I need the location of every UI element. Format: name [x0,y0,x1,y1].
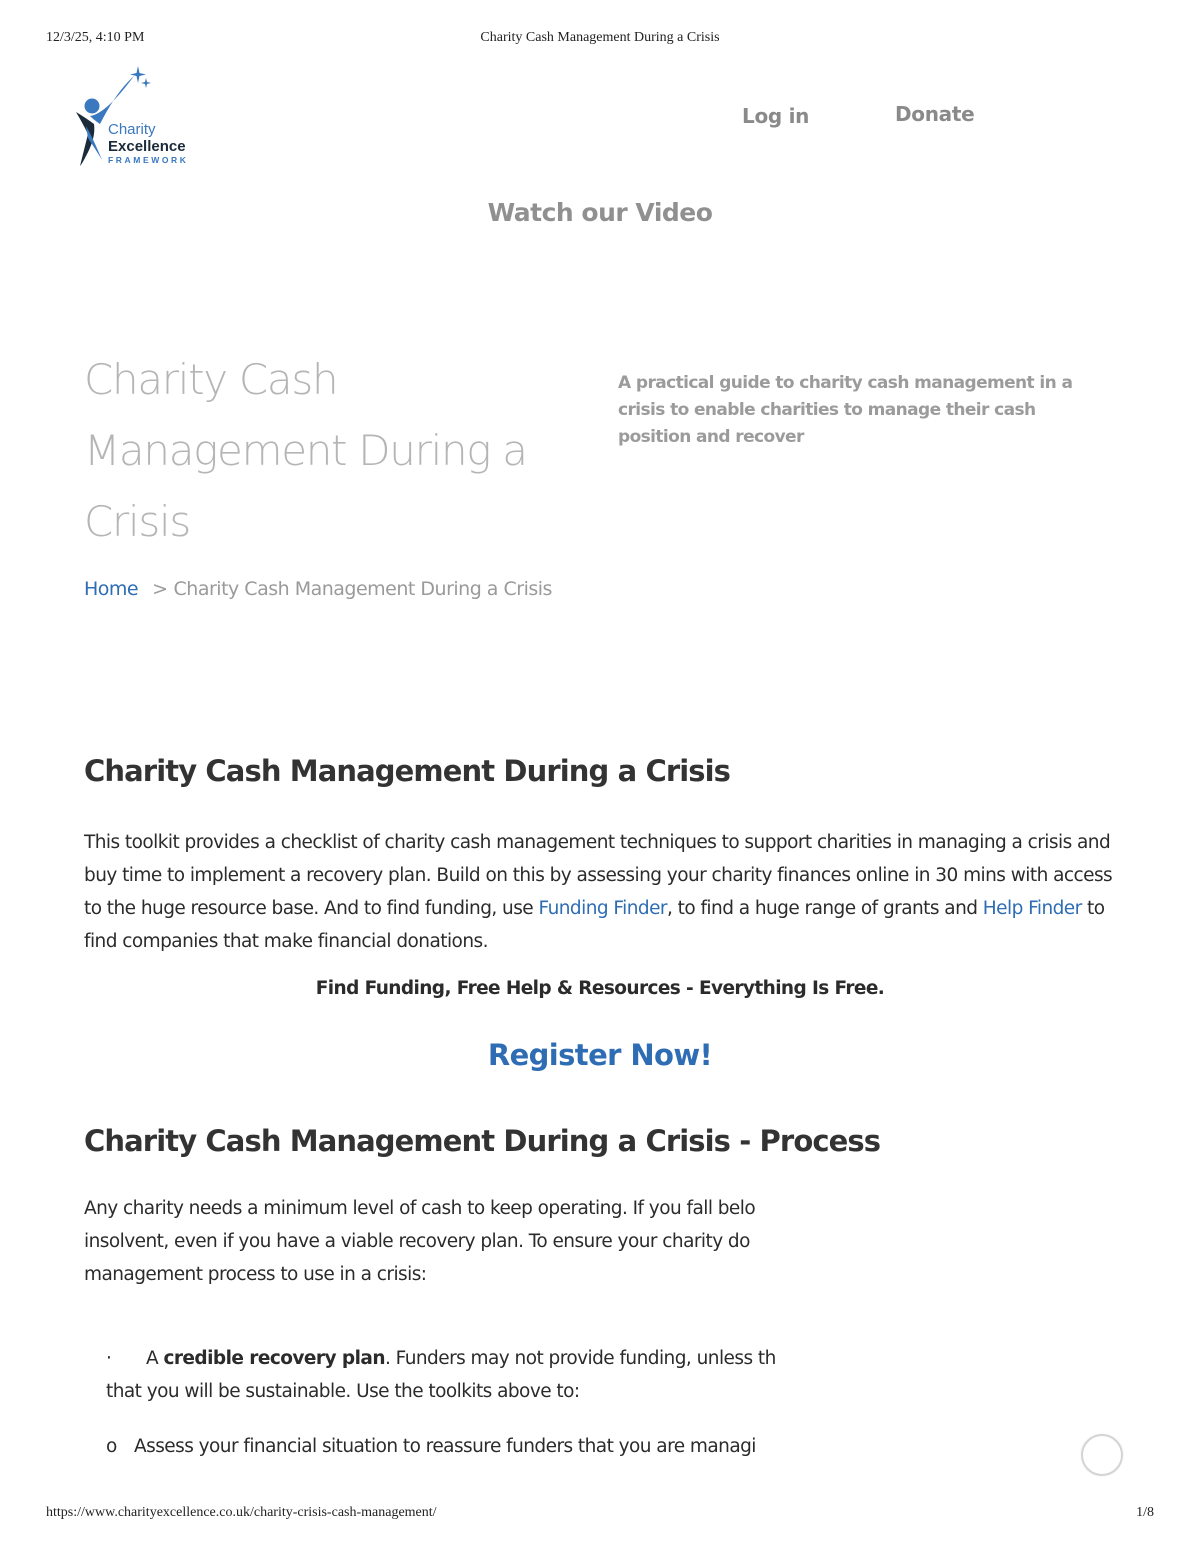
bullet-lead: A [146,1348,164,1369]
process-paragraph [84,1192,814,1291]
intro-paragraph [84,826,1124,958]
section-heading-process: Charity Cash Management During a Crisis - Process [84,1124,881,1158]
intro-text-1: This toolkit provides a checklist of charity cash management techniques to support charities in managing a crisis and buy time to implement a recovery plan. Build on this by assessing your charity finances online in 30 mins with access to the huge resource base. And to find funding, use [84,832,1113,919]
section-heading-overview: Charity Cash Management During a Crisis [84,754,731,788]
help-finder-link[interactable]: Help Finder [982,898,1082,919]
list-item [106,1342,814,1408]
print-footer [46,1505,1154,1525]
sub-bullet-icon: o [106,1436,117,1457]
breadcrumb-current: Charity Cash Management During a Crisis [173,578,552,600]
funding-finder-link[interactable]: Funding Finder [538,898,667,919]
list-item [106,1430,814,1463]
print-url: https://www.charityexcellence.co.uk/charity-crisis-cash-management/ [46,1505,437,1520]
logo-line-1: Charity [108,121,156,138]
page-description: A practical guide to charity cash management in a crisis to enable charities to manage their cash position and recover [618,373,1073,447]
bullet-rest: . Funders may not provide funding, unless th [384,1348,776,1369]
breadcrumb-home-link[interactable]: Home [84,578,139,600]
floating-circle-button[interactable] [1081,1434,1123,1476]
tagline: Find Funding, Free Help & Resources - Everything Is Free. [315,978,885,999]
breadcrumb-separator: > [152,578,168,600]
print-datetime: 12/3/25, 4:10 PM [46,30,145,45]
watch-video-link[interactable]: Watch our Video [487,198,713,227]
bullet-bold: credible recovery plan [163,1348,385,1369]
intro-text-2: , to find a huge range of grants and [667,898,983,919]
site-logo[interactable] [72,64,202,172]
logo-line-3: FRAMEWORK [108,155,189,165]
intro-text-3: to find companies that make financial donations. [84,898,1105,952]
print-header [46,30,1154,50]
login-link[interactable]: Log in [742,104,810,128]
logo-line-2: Excellence [108,138,186,155]
process-line-2: insolvent, even if you have a viable recovery plan. To ensure your charity do [84,1231,750,1252]
donate-link[interactable]: Donate [895,102,975,126]
process-line-3: management process to use in a crisis: [84,1264,427,1285]
bullet-line-2: that you will be sustainable. Use the toolkits above to: [106,1381,580,1402]
process-line-1: Any charity needs a minimum level of cash to keep operating. If you fall belo [84,1198,756,1219]
print-page-title: Charity Cash Management During a Crisis [480,30,720,45]
page-title: Charity Cash Management During a Crisis [84,355,527,546]
breadcrumb [84,578,552,600]
bullet-icon: · [106,1348,112,1369]
print-page-number: 1/8 [1136,1505,1154,1520]
register-now-link[interactable]: Register Now! [487,1038,713,1072]
sub-bullet-text: Assess your financial situation to reassure funders that you are managi [134,1436,756,1457]
